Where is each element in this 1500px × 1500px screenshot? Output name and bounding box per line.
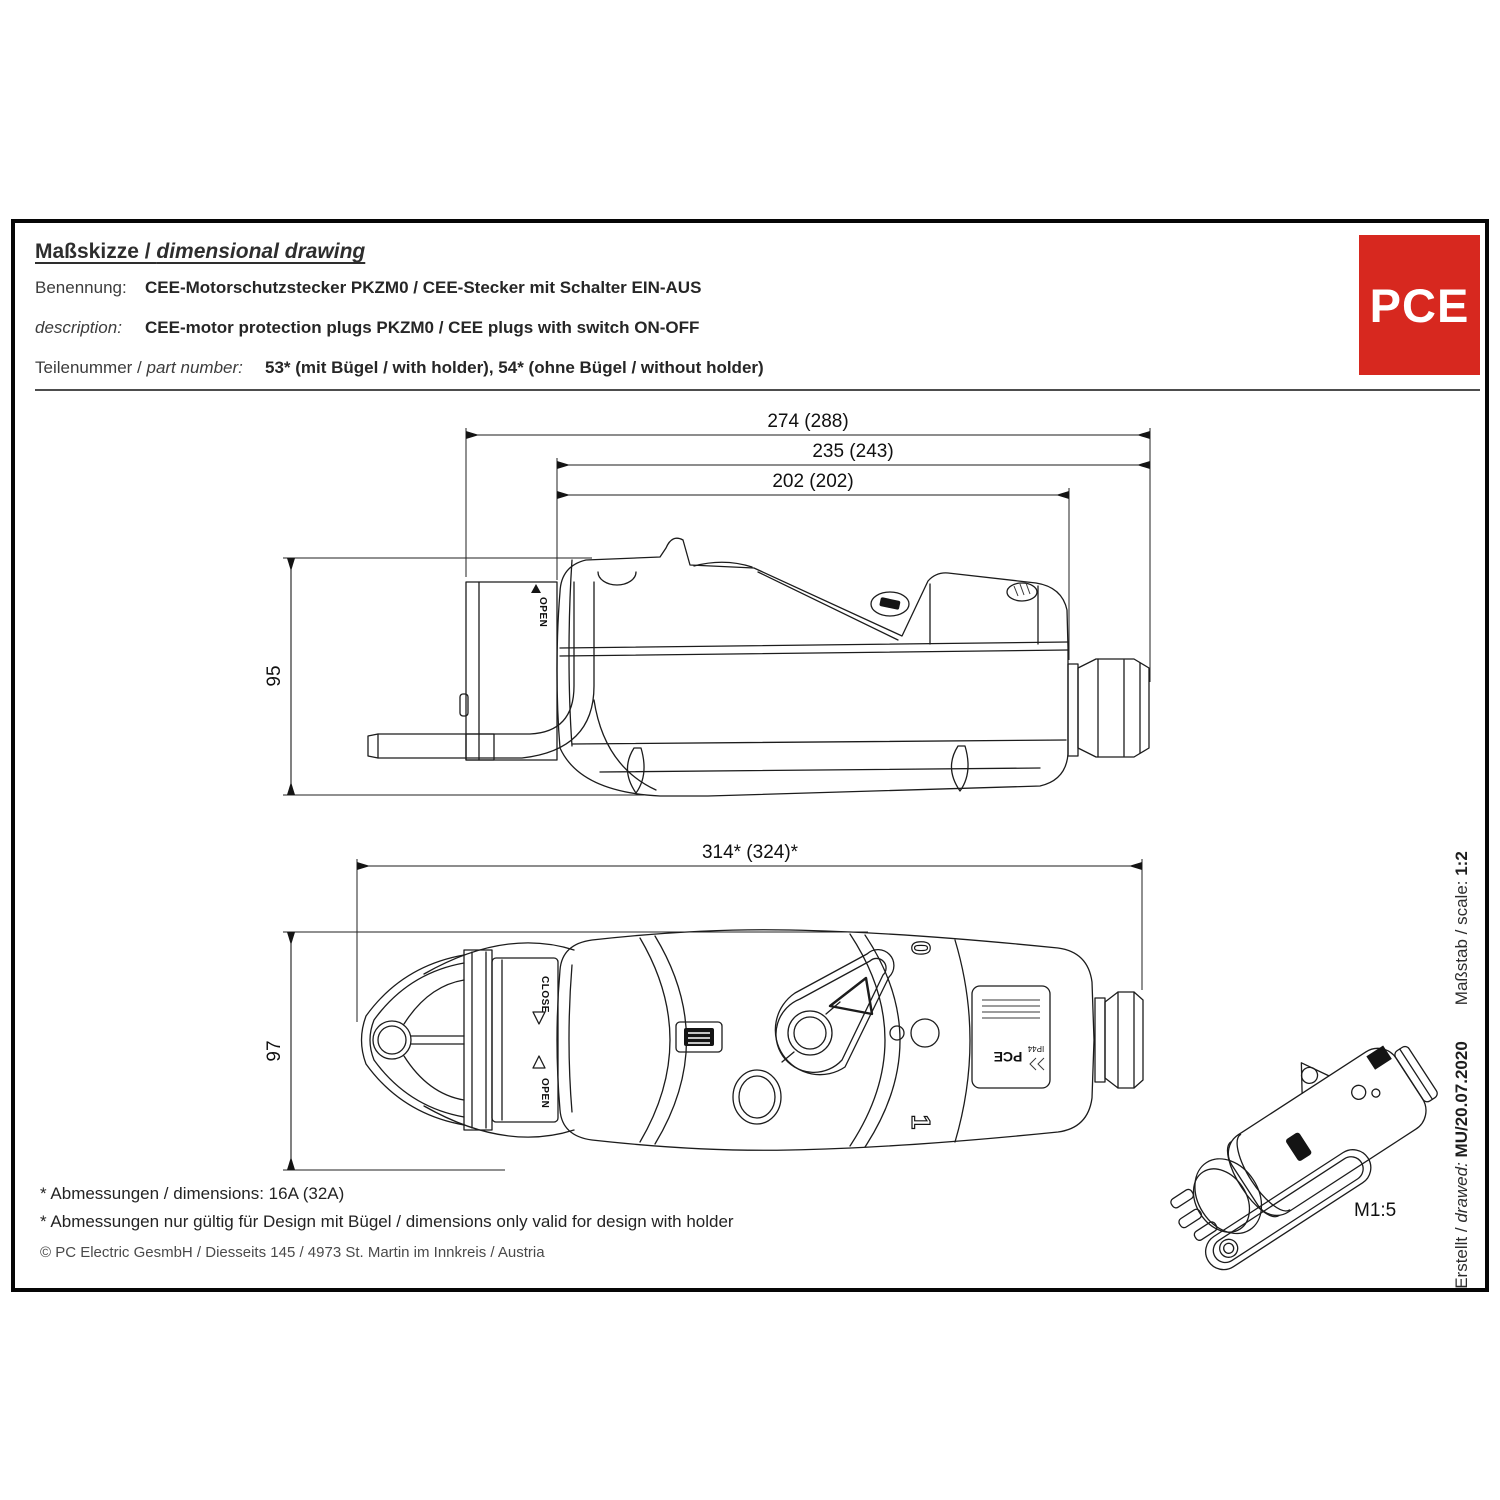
switch-pos-0: 0 [906,940,936,956]
sidebar-drawing-info [1452,851,1472,1289]
copyright-line: © PC Electric GesmbH / Diesseits 145 / 4973 St. Martin im Innkreis / Austria [40,1244,545,1261]
side-view-drawing [368,538,1149,796]
part-number-value: 53* (mit Bügel / with holder), 54* (ohne Bügel / without holder) [265,358,764,377]
switch-pos-1: 1 [906,1114,936,1130]
isometric-view-drawing [1142,1009,1457,1278]
top-close-label: CLOSE [539,976,550,1013]
dim-95: 95 [264,665,285,687]
page-title-en: dimensional drawing [156,240,366,263]
side-cable-gland [1068,659,1149,757]
dim-314: 314* (324)* [701,842,799,863]
top-label-plate [972,986,1050,1088]
top-body-shell [557,930,1094,1151]
top-view-drawing [362,930,1144,1151]
scale-label: Maßstab / scale: [1452,875,1471,1006]
side-screw-detail [871,583,1037,616]
created-value: MU/20.07.2020 [1452,1041,1471,1158]
footnote-holder: * Abmessungen nur gültig für Design mit Bügel / dimensions only valid for design with holder [40,1212,734,1231]
top-collar [464,950,492,1130]
dim-274: 274 (288) [767,411,849,432]
description-value: CEE-motor protection plugs PKZM0 / CEE plugs with switch ON-OFF [145,318,700,337]
top-open-label: OPEN [539,1078,550,1109]
inset-scale-label: M1:5 [1354,1200,1397,1221]
top-cable-gland [1095,992,1143,1088]
top-close-open-band [492,958,558,1122]
side-view-dimensions [264,411,1150,795]
side-open-label: OPEN [537,597,548,628]
description-label: description: [35,318,122,337]
dim-202: 202 (202) [772,471,854,492]
part-number-label: Teilenummer / part number: [35,358,243,377]
created-label: Erstellt / [1452,1222,1471,1289]
pce-logo-text: PCE [1369,278,1470,332]
drawed-label: drawed: [1452,1157,1471,1223]
benennung-value: CEE-Motorschutzstecker PKZM0 / CEE-Stecker mit Schalter EIN-AUS [145,278,702,297]
top-rotary-switch-handle [775,950,894,1075]
side-holder-bracket [368,582,656,790]
footnote-dimensions: * Abmessungen / dimensions: 16A (32A) [40,1184,345,1203]
benennung-label: Benennung: [35,278,127,297]
plate-ip: IP44 [1027,1044,1045,1053]
dim-235: 235 (243) [812,441,894,462]
side-body [557,538,1068,796]
side-sleeve [460,582,557,760]
scale-value: 1:2 [1452,851,1471,876]
plate-brand: PCE [993,1049,1023,1065]
dim-97: 97 [264,1040,285,1062]
page-title-de: Maßskizze / [35,240,157,263]
